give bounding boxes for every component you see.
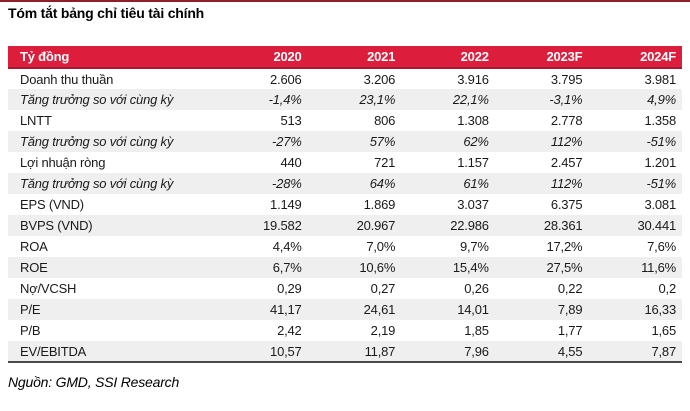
cell-value: -51%	[646, 134, 676, 149]
row-label: Tăng trưởng so với cùng kỳ	[20, 134, 174, 149]
cell-value: 3.037	[457, 197, 489, 212]
cell-value: 27,5%	[546, 260, 583, 275]
cell-value: 10,6%	[359, 260, 396, 275]
cell-value: 1.201	[644, 155, 676, 170]
financial-summary-table	[8, 46, 682, 363]
cell-value: 721	[374, 155, 396, 170]
table-row	[8, 152, 682, 173]
row-label: P/B	[20, 323, 41, 338]
cell-value: -28%	[272, 176, 302, 191]
cell-value: 19.582	[263, 218, 302, 233]
cell-value: 7,0%	[366, 239, 396, 254]
cell-value: 1.308	[457, 113, 489, 128]
cell-value: 7,96	[401, 341, 495, 362]
table-header	[8, 46, 682, 68]
cell-value: 2.778	[550, 113, 583, 128]
cell-value: 9,7%	[459, 239, 489, 254]
cell-value: 3.981	[644, 71, 676, 87]
page-title: Tóm tắt bảng chỉ tiêu tài chính	[8, 5, 205, 21]
cell-value: 0,26	[464, 281, 489, 296]
year-column-header: 2024F	[588, 46, 682, 68]
year-column-header: 2021	[308, 46, 402, 68]
cell-value: 0,2	[658, 281, 676, 296]
table-header-row	[8, 46, 682, 68]
source-note: Nguồn: GMD, SSI Research	[8, 374, 180, 390]
cell-value: -3,1%	[549, 92, 583, 107]
cell-value: 14,01	[457, 302, 489, 317]
table-row	[8, 131, 682, 152]
cell-value: 3.081	[644, 197, 676, 212]
cell-value: 3.916	[457, 71, 489, 87]
cell-value: 3.206	[363, 71, 396, 87]
cell-value: 1,85	[464, 323, 489, 338]
row-label: Lợi nhuận ròng	[20, 155, 106, 170]
cell-value: 6.375	[550, 197, 583, 212]
cell-value: 57%	[369, 134, 396, 149]
top-rule	[0, 0, 690, 2]
year-column-header: 2020	[214, 46, 308, 68]
table-row	[8, 236, 682, 257]
cell-value: 806	[374, 113, 396, 128]
cell-value: 1,65	[651, 323, 676, 338]
cell-value: 24,61	[363, 302, 396, 317]
cell-value: 22.986	[450, 218, 489, 233]
cell-value: 1.149	[270, 197, 302, 212]
table-row	[8, 89, 682, 110]
cell-value: 1.358	[644, 113, 676, 128]
cell-value: 0,27	[370, 281, 396, 296]
table-row	[8, 215, 682, 236]
cell-value: 3.795	[550, 71, 583, 87]
cell-value: 4,55	[495, 341, 589, 362]
table-row	[8, 257, 682, 278]
year-column-header: 2022	[401, 46, 495, 68]
table-row	[8, 194, 682, 215]
cell-value: 7,89	[557, 302, 583, 317]
cell-value: 0,29	[277, 281, 302, 296]
table-row	[8, 173, 682, 194]
cell-value: 1.869	[363, 197, 396, 212]
cell-value: -1,4%	[268, 92, 302, 107]
cell-value: 28.361	[543, 218, 583, 233]
cell-value: 22,1%	[452, 92, 489, 107]
cell-value: 6,7%	[272, 260, 302, 275]
row-label: Doanh thu thuần	[20, 71, 114, 87]
cell-value: 16,33	[644, 302, 676, 317]
cell-value: 30.441	[637, 218, 676, 233]
row-label: BVPS (VND)	[20, 218, 93, 233]
cell-value: 1.157	[457, 155, 489, 170]
cell-value: 112%	[550, 134, 583, 149]
cell-value: 10,57	[214, 341, 308, 362]
unit-column-header: Tỷ đồng	[8, 46, 214, 68]
cell-value: 2.457	[550, 155, 583, 170]
cell-value: 440	[280, 155, 302, 170]
cell-value: 11,87	[308, 341, 402, 362]
year-column-header: 2023F	[495, 46, 589, 68]
table-row	[8, 278, 682, 299]
cell-value: 513	[280, 113, 302, 128]
cell-value: 2.606	[270, 71, 302, 87]
row-label: EV/EBITDA	[8, 341, 214, 362]
cell-value: 2,42	[277, 323, 302, 338]
cell-value: -51%	[646, 176, 676, 191]
cell-value: 1,77	[557, 323, 583, 338]
cell-value: 61%	[463, 176, 489, 191]
table-row	[8, 320, 682, 341]
row-label: Nợ/VCSH	[20, 281, 77, 296]
cell-value: 41,17	[270, 302, 302, 317]
row-label: LNTT	[20, 113, 52, 128]
cell-value: 11,6%	[641, 260, 676, 275]
row-label: Tăng trưởng so với cùng kỳ	[20, 176, 174, 191]
cell-value: 7,87	[588, 341, 682, 362]
cell-value: 7,6%	[647, 239, 676, 254]
cell-value: 0,22	[557, 281, 583, 296]
cell-value: 20.967	[356, 218, 396, 233]
row-label: ROE	[20, 260, 48, 275]
row-label: EPS (VND)	[20, 197, 84, 212]
cell-value: 15,4%	[452, 260, 489, 275]
table-row	[8, 299, 682, 320]
cell-value: 4,4%	[272, 239, 302, 254]
cell-value: 62%	[463, 134, 489, 149]
row-label: Tăng trưởng so với cùng kỳ	[20, 92, 174, 107]
table-row	[8, 341, 682, 362]
cell-value: 2,19	[370, 323, 396, 338]
cell-value: 4,9%	[647, 92, 676, 107]
cell-value: 17,2%	[546, 239, 583, 254]
table-row	[8, 110, 682, 131]
cell-value: 64%	[369, 176, 396, 191]
row-label: P/E	[20, 302, 41, 317]
cell-value: -27%	[272, 134, 302, 149]
cell-value: 112%	[550, 176, 583, 191]
cell-value: 23,1%	[359, 92, 396, 107]
row-label: ROA	[20, 239, 48, 254]
table-row	[8, 68, 682, 89]
table-body	[8, 68, 682, 362]
